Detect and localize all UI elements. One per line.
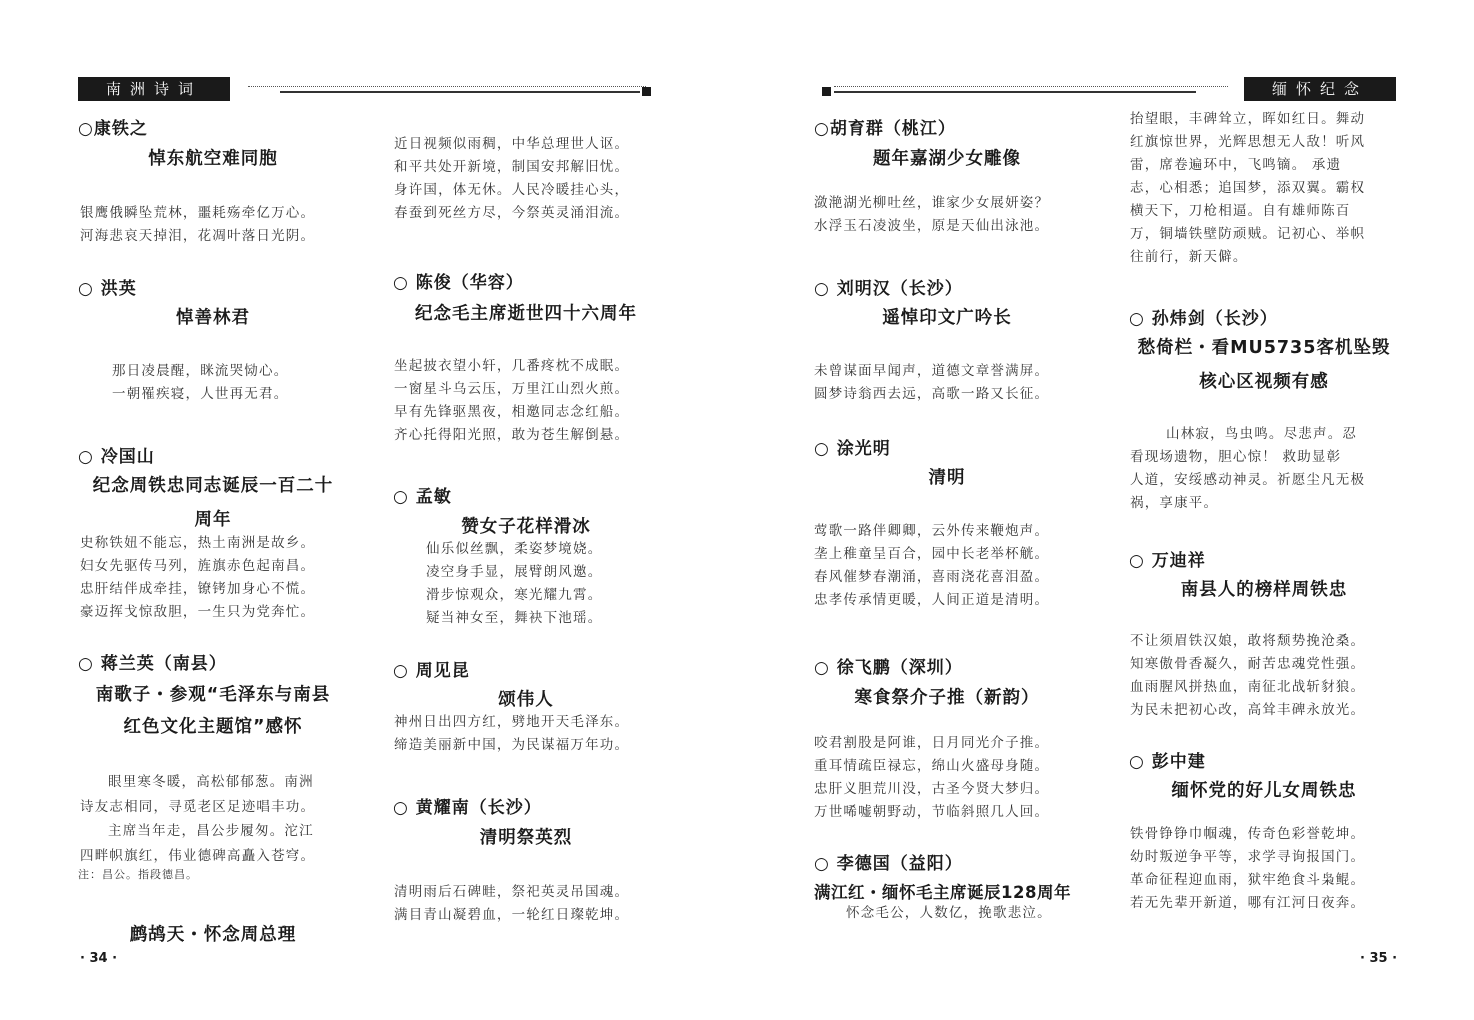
verse-line: 不让须眉铁汉娘，敢将颓势挽沧桑。 — [1130, 633, 1366, 649]
poem-author: ○ 万迪祥 — [1129, 551, 1206, 571]
poem-verse — [1130, 423, 1365, 515]
verse-line: 抬望眼，丰碑耸立，晖如红日。舞动 — [1130, 111, 1366, 127]
verse-line: 忠肝结伴成牵挂，镣铐加身心不慌。 — [80, 581, 316, 597]
poem-title: 核心区视频有感 — [1199, 372, 1329, 392]
verse-line: 水浮玉石凌波坐，原是天仙出泳池。 — [814, 218, 1050, 234]
poem-author: ○ 涂光明 — [814, 439, 891, 459]
verse-line: 万，铜墙铁壁防顽贼。记初心、举帜 — [1130, 226, 1366, 242]
poem-verse — [394, 881, 629, 927]
poem-author: ○ 冷国山 — [78, 447, 155, 467]
poem-verse — [814, 360, 1049, 406]
verse-line: 咬君割股是阿谁，日月同光介子推。 — [814, 735, 1050, 751]
verse-line: 神州日出四方红，劈地开天毛泽东。 — [394, 714, 630, 730]
poem-title: 周年 — [194, 510, 232, 530]
poem-author: ○ 孙炜剑（长沙） — [1129, 309, 1278, 329]
verse-line: 往前行，新天僻。 — [1130, 249, 1248, 265]
poem-title: 题年嘉湖少女雕像 — [873, 149, 1021, 169]
poem-verse — [814, 192, 1049, 238]
verse-line: 身许国，体无休。人民冷暖挂心头， — [394, 182, 630, 198]
verse-line: 忠肝义胆荒川没，古圣今贤大梦归。 — [814, 781, 1050, 797]
verse-line: 雷，席卷遍环中，飞鸣镝。 承遗 — [1130, 157, 1342, 173]
poem-verse — [814, 520, 1049, 612]
section-tab-left: 南洲诗词 — [78, 77, 230, 101]
header-rule-thin-left — [248, 86, 646, 87]
verse-line: 坐起披衣望小轩，几番疼枕不成眠。 — [394, 358, 630, 374]
poem-note: 注：昌公。指段德昌。 — [78, 868, 198, 881]
verse-line: 诗友志相同，寻觅老区足迹唱丰功。 — [80, 798, 316, 815]
verse-line: 知寒傲骨香凝久，耐苦忠魂党性强。 — [1130, 656, 1366, 672]
poem-title: 满江红・缅怀毛主席诞辰128周年 — [814, 883, 1071, 902]
poem-verse — [394, 355, 629, 447]
verse-line: 横天下，刀枪相逼。自有雄师陈百 — [1130, 203, 1351, 219]
verse-line: 滑步惊观众，寒光耀九霄。 — [426, 587, 603, 603]
verse-line: 春蚕到死丝方尽，今祭英灵涌泪流。 — [394, 205, 630, 221]
poem-author: ○ 蒋兰英（南县） — [78, 654, 227, 674]
poem-title: 悼东航空难同胞 — [148, 149, 278, 169]
verse-line: 早有先锋驱黑夜，相邀同志念红船。 — [394, 404, 630, 420]
poem-verse — [814, 732, 1049, 824]
verse-line: 银鹰俄瞬坠荒林，噩耗殇牵亿万心。 — [80, 205, 316, 221]
verse-line: 革命征程迎血雨，狱牢绝食斗枭鲲。 — [1130, 872, 1366, 888]
page-number-left: · 34 · — [80, 951, 118, 966]
poem-verse — [80, 770, 315, 868]
poem-verse — [1130, 108, 1365, 269]
poem-title: 赞女子花样滑冰 — [461, 517, 591, 537]
poem-verse — [394, 711, 629, 757]
poem-title: 纪念周铁忠同志诞辰一百二十 — [92, 476, 334, 496]
verse-line: 万世唏嘘朝野动，节临斜照几人回。 — [814, 804, 1050, 820]
verse-line: 血雨腥风拼热血，南征北战斩豺狼。 — [1130, 679, 1366, 695]
poem-title: 悼善林君 — [176, 308, 250, 328]
poem-verse — [1130, 630, 1365, 722]
verse-line: 为民未把初心改，高耸丰碑永放光。 — [1130, 702, 1366, 718]
verse-line: 祸，享康平。 — [1130, 495, 1219, 511]
poem-title: 鹧鸪天・怀念周总理 — [129, 925, 297, 945]
verse-line: 史称铁妞不能忘，热土南洲是故乡。 — [80, 535, 316, 551]
verse-line: 铁骨铮铮巾帼魂，传奇色彩誉乾坤。 — [1130, 826, 1366, 842]
verse-line: 重耳情疏臣禄忘，绵山火盛母身随。 — [814, 758, 1050, 774]
verse-line: 若无先辈开新道，哪有江河日夜奔。 — [1130, 895, 1366, 911]
poem-title: 红色文化主题馆”感怀 — [123, 717, 303, 737]
header-rule-thin-right — [834, 86, 1228, 87]
poem-author: ○ 李德国（益阳） — [814, 854, 963, 874]
poem-title: 颂伟人 — [498, 690, 554, 710]
page-number-right: · 35 · — [1360, 951, 1398, 966]
verse-line: 豪迈挥戈惊敌胆，一生只为党奔忙。 — [80, 604, 316, 620]
poem-verse — [426, 538, 602, 630]
poem-author: ○ 孟敏 — [393, 487, 452, 507]
poem-author: ○康铁之 — [78, 119, 148, 139]
verse-line: 主席当年走，昌公步履匆。沱江 — [108, 823, 314, 839]
verse-line: 疑当神女至，舞袂下池瑶。 — [426, 610, 603, 626]
poem-title: 遥悼印文广吟长 — [882, 308, 1012, 328]
verse-line: 春风催梦春潮涌，喜雨浇花喜泪盈。 — [814, 569, 1050, 585]
poem-author: ○ 洪英 — [78, 279, 137, 299]
poem-verse — [846, 902, 1052, 925]
poem-title: 纪念毛主席逝世四十六周年 — [415, 304, 637, 324]
verse-line: 四畔帜旗红，伟业德碑高矗入苍穹。 — [80, 847, 316, 864]
verse-line: 垄上稚童呈百合，园中长老举杯觥。 — [814, 546, 1050, 562]
verse-line: 妇女先驱传马列，旌旗赤色起南昌。 — [80, 558, 316, 574]
poem-title: 寒食祭介子推（新韵） — [854, 688, 1040, 708]
poem-author: ○ 刘明汉（长沙） — [814, 279, 963, 299]
verse-line: 满目青山凝碧血，一轮红日璨乾坤。 — [394, 907, 630, 923]
header-rule-thick-right — [834, 91, 1196, 93]
verse-line: 齐心托得阳光照，敢为苍生解倒悬。 — [394, 427, 630, 443]
verse-line: 缔造美丽新中国，为民谋福万年功。 — [394, 737, 630, 753]
poem-verse — [1130, 823, 1365, 915]
poem-author: ○ 周见昆 — [393, 661, 470, 681]
header-square-right — [822, 87, 831, 96]
verse-line: 和平共处开新境，制国安邦解旧忧。 — [394, 159, 630, 175]
verse-line: 眼里寒冬暖，高松郁郁葱。南洲 — [108, 774, 314, 790]
poem-author: ○ 陈俊（华容） — [393, 273, 524, 293]
poem-verse — [112, 360, 288, 406]
verse-line: 未曾谋面早闻声，道德文章誉满屏。 — [814, 363, 1050, 379]
poem-verse — [80, 202, 315, 248]
poem-author: ○ 黄耀南（长沙） — [393, 798, 542, 818]
verse-line: 凌空身手显，展臂朗风邀。 — [426, 564, 603, 580]
verse-line: 一朝罹疾寝，人世再无君。 — [112, 386, 289, 402]
verse-line: 圆梦诗翁西去远，高歌一路又长征。 — [814, 386, 1050, 402]
verse-line: 莺歌一路伴卿卿，云外传来鞭炮声。 — [814, 523, 1050, 539]
verse-line: 幼时叛逆争平等，求学寻询报国门。 — [1130, 849, 1366, 865]
header-rule-thick-left — [280, 91, 640, 93]
poem-author: ○胡育群（桃江） — [814, 119, 956, 139]
verse-line: 仙乐似丝飘，柔姿梦境娆。 — [426, 541, 603, 557]
verse-line: 忠孝传承情更暖，人间正道是清明。 — [814, 592, 1050, 608]
poem-author: ○ 彭中建 — [1129, 752, 1206, 772]
verse-line: 那日凌晨醒，眯流哭恸心。 — [112, 363, 289, 379]
poem-verse — [80, 532, 315, 624]
verse-line: 人道，安绥感动神灵。祈愿尘凡无极 — [1130, 472, 1366, 488]
poem-title: 清明祭英烈 — [479, 828, 573, 848]
verse-line: 志，心相悉；追国梦，添双翼。霸权 — [1130, 180, 1366, 196]
poem-title: 南歌子・参观“毛泽东与南县 — [95, 685, 331, 705]
verse-line: 清明雨后石碑畦，祭祀英灵吊国魂。 — [394, 884, 630, 900]
poem-title: 清明 — [928, 468, 966, 488]
verse-line: 怀念毛公，人数亿，挽歌悲泣。 — [846, 905, 1052, 921]
verse-line: 看现场遗物，胆心惊！ 救助显彰 — [1130, 449, 1342, 465]
verse-line: 红旗惊世界，光辉思想无人敌！听风 — [1130, 134, 1366, 150]
verse-line: 一窗星斗乌云压，万里江山烈火煎。 — [394, 381, 630, 397]
poem-title: 南县人的榜样周铁忠 — [1180, 580, 1348, 600]
verse-line: 潋滟湖光柳吐丝，谁家少女展妍姿？ — [814, 195, 1050, 211]
poem-title: 愁倚栏・看MU5735客机坠毁 — [1137, 338, 1391, 358]
verse-line: 近日视频似雨稠，中华总理世人讴。 — [394, 136, 630, 152]
poem-author: ○ 徐飞鹏（深圳） — [814, 658, 963, 678]
section-tab-right: 缅怀纪念 — [1244, 77, 1396, 101]
verse-line: 河海悲哀天掉泪，花凋叶落日光阴。 — [80, 228, 316, 244]
poem-title: 缅怀党的好儿女周铁忠 — [1171, 781, 1357, 801]
header-square-left — [642, 87, 651, 96]
verse-line: 山林寂，鸟虫鸣。尽悲声。忍 — [1166, 426, 1358, 442]
poem-verse — [394, 133, 629, 225]
